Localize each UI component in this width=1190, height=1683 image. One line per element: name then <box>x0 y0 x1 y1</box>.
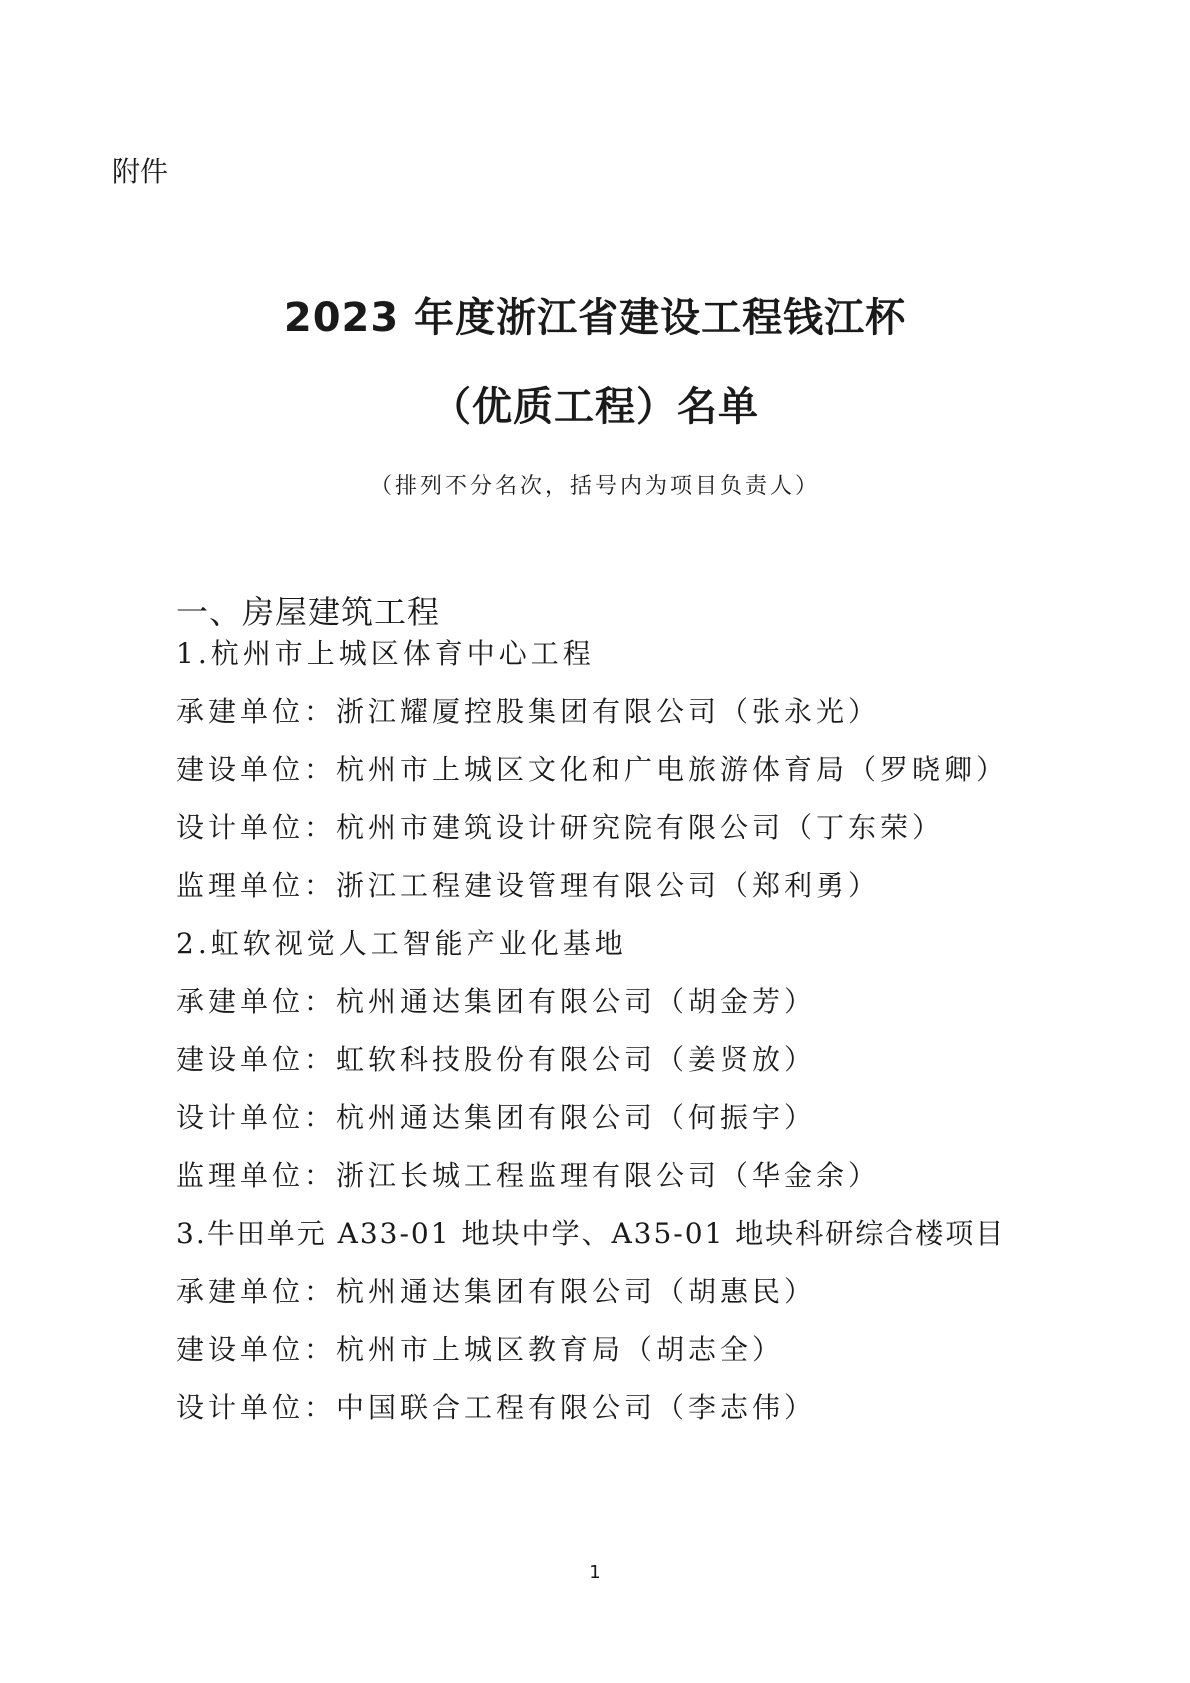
document-subtitle: （排列不分名次，括号内为项目负责人） <box>369 474 820 499</box>
project-1-contractor: 承建单位：浙江耀厦控股集团有限公司（张永光） <box>176 695 881 728</box>
page-number: 1 <box>589 1562 601 1583</box>
project-1-designer: 设计单位：杭州市建筑设计研究院有限公司（丁东荣） <box>176 811 945 844</box>
project-2-supervisor: 监理单位：浙江长城工程监理有限公司（华金余） <box>176 1159 881 1192</box>
section-heading: 一、房屋建筑工程 <box>176 593 441 631</box>
project-1-supervisor: 监理单位：浙江工程建设管理有限公司（郑利勇） <box>176 869 881 902</box>
document-title-line-1: 2023 年度浙江省建设工程钱江杯 <box>283 295 907 341</box>
project-2-contractor: 承建单位：杭州通达集团有限公司（胡金芳） <box>176 985 817 1018</box>
project-2-designer: 设计单位：杭州通达集团有限公司（何振宇） <box>176 1101 817 1134</box>
document-title-line-2: （优质工程）名单 <box>431 384 759 430</box>
project-2-name: 2.虹软视觉人工智能产业化基地 <box>176 927 627 960</box>
project-1-name: 1.杭州市上城区体育中心工程 <box>176 637 595 670</box>
project-3-name: 3.牛田单元 A33-01 地块中学、A35-01 地块科研综合楼项目 <box>176 1217 1006 1250</box>
project-3-owner: 建设单位：杭州市上城区教育局（胡志全） <box>176 1333 785 1366</box>
project-3-contractor: 承建单位：杭州通达集团有限公司（胡惠民） <box>176 1275 817 1308</box>
project-1-owner: 建设单位：杭州市上城区文化和广电旅游体育局（罗晓卿） <box>176 753 1009 786</box>
attachment-label: 附件 <box>112 155 169 188</box>
project-3-designer: 设计单位：中国联合工程有限公司（李志伟） <box>176 1391 817 1424</box>
project-2-owner: 建设单位：虹软科技股份有限公司（姜贤放） <box>176 1043 817 1076</box>
